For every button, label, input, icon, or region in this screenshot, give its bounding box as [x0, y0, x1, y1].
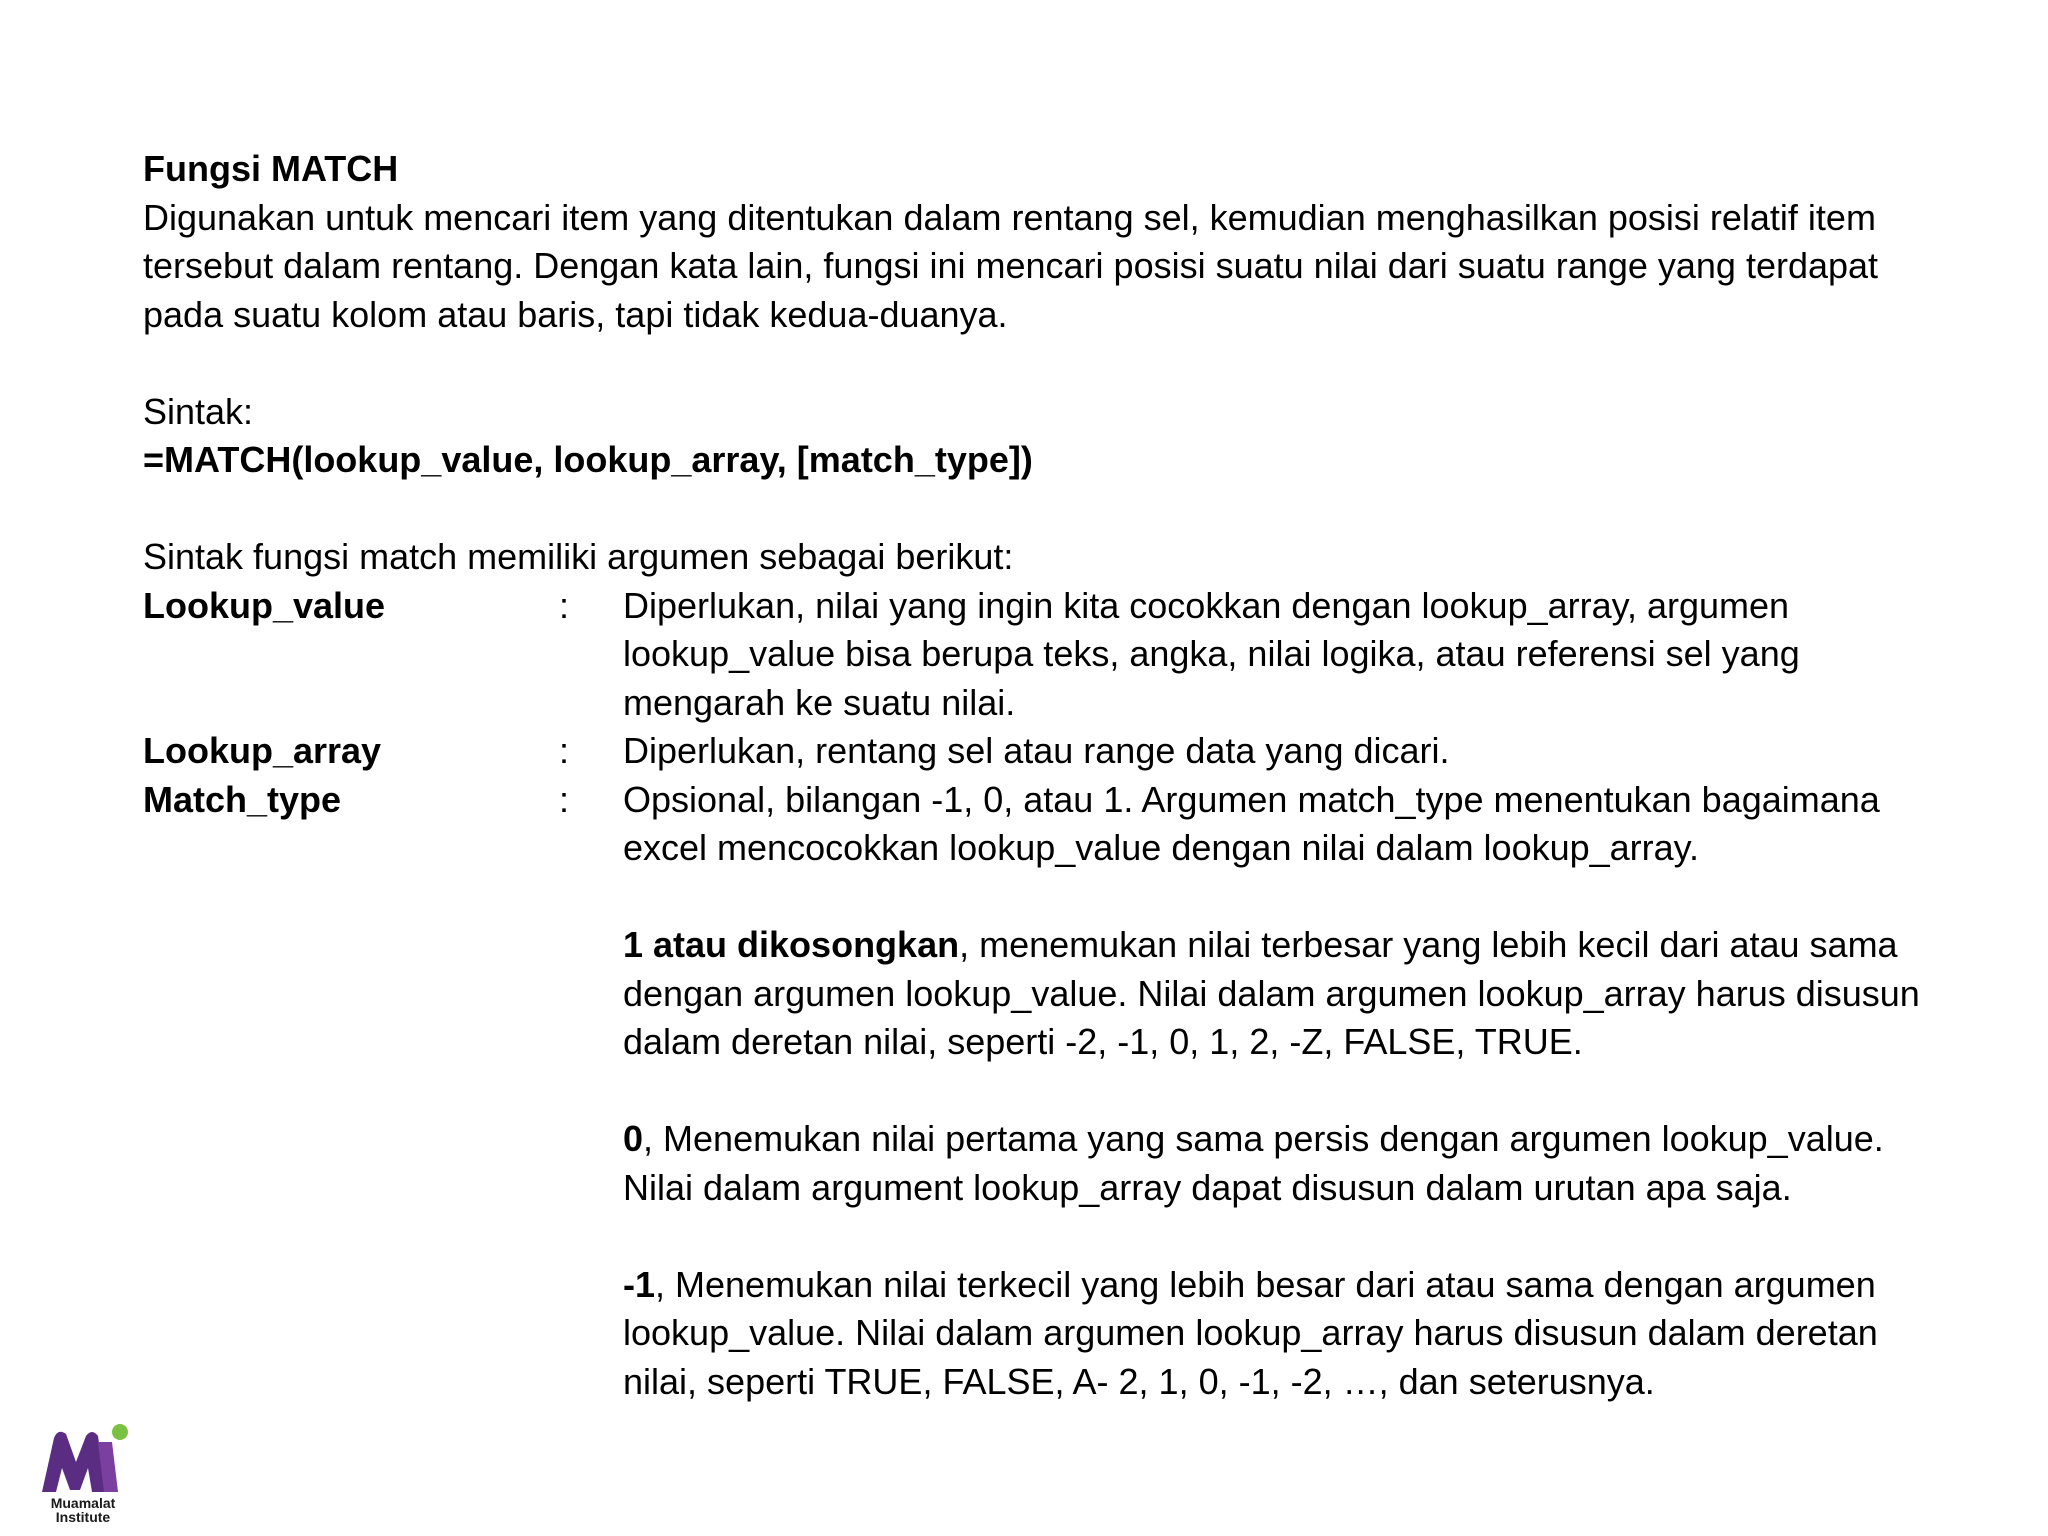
option-text: , menemukan nilai terbesar yang lebih kecil dari atau sama dengan argumen lookup_value. Nilai dalam argumen lookup_array harus disusun dalam deretan nilai, seperti -2, -1, 0, 1, 2, -Z, FALSE, TRUE.: [623, 924, 1920, 1062]
option-text: , Menemukan nilai pertama yang sama persis dengan argumen lookup_value. Nilai dalam argument lookup_array dapat disusun dalam urutan apa saja.: [623, 1118, 1884, 1208]
logo-text-line: Muamalat: [50, 1495, 116, 1511]
slide-content: [143, 145, 1943, 1406]
spacer: [143, 485, 1943, 534]
option-key: 0: [623, 1118, 644, 1159]
logo-text-line: Institute: [55, 1509, 111, 1525]
argument-name: Match_type: [143, 778, 342, 820]
argument-description-block: [623, 776, 1933, 1407]
arguments-intro: Sintak fungsi match memiliki argumen sebagai berikut:: [143, 536, 1014, 577]
option-key: -1: [623, 1263, 656, 1305]
syntax-formula: =MATCH(lookup_value, lookup_array, [match_type]): [143, 439, 1033, 480]
spacer: [143, 339, 1943, 388]
argument-name: Lookup_value: [143, 584, 386, 626]
argument-row-match-type: [143, 776, 1943, 1407]
option-key: 1 atau dikosongkan: [623, 924, 960, 965]
description-paragraph: Digunakan untuk mencari item yang ditentukan dalam rentang sel, kemudian menghasilkan posisi relatif item tersebut dalam rentang. Dengan kata lain, fungsi ini mencari posisi suatu nilai dari suatu range yang terdapat pada suatu kolom atau baris, tapi tidak kedua-duanya.: [143, 196, 1879, 335]
argument-row-lookup-array: [143, 727, 1943, 776]
argument-name: Lookup_array: [143, 730, 382, 771]
argument-row-lookup-value: [143, 582, 1943, 728]
argument-description: Diperlukan, nilai yang ingin kita cocokkan dengan lookup_array, argumen lookup_value bisa berupa teks, angka, nilai logika, atau referensi sel yang mengarah ke suatu nilai.: [623, 584, 1800, 723]
syntax-label: Sintak:: [143, 390, 254, 432]
match-type-option: [623, 921, 1933, 1067]
argument-description: Diperlukan, rentang sel atau range data yang dicari.: [623, 730, 1450, 771]
option-text: , Menemukan nilai terkecil yang lebih besar dari atau sama dengan argumen lookup_value. Nilai dalam argumen lookup_array harus disusun dalam deretan nilai, seperti TRUE, FALSE, A- 2, 1, 0, -1, -2, …, dan seterusnya.: [623, 1263, 1878, 1402]
argument-description: Opsional, bilangan -1, 0, atau 1. Argumen match_type menentukan bagaimana excel mencocokkan lookup_value dengan nilai dalam lookup_array.: [623, 778, 1880, 868]
logo-text: [28, 1496, 138, 1524]
match-type-option: [623, 1115, 1933, 1212]
argument-colon: :: [559, 778, 570, 820]
argument-colon: :: [559, 584, 570, 626]
argument-colon: :: [559, 730, 570, 771]
match-type-option: [623, 1261, 1933, 1407]
page-title: Fungsi MATCH: [143, 148, 399, 189]
